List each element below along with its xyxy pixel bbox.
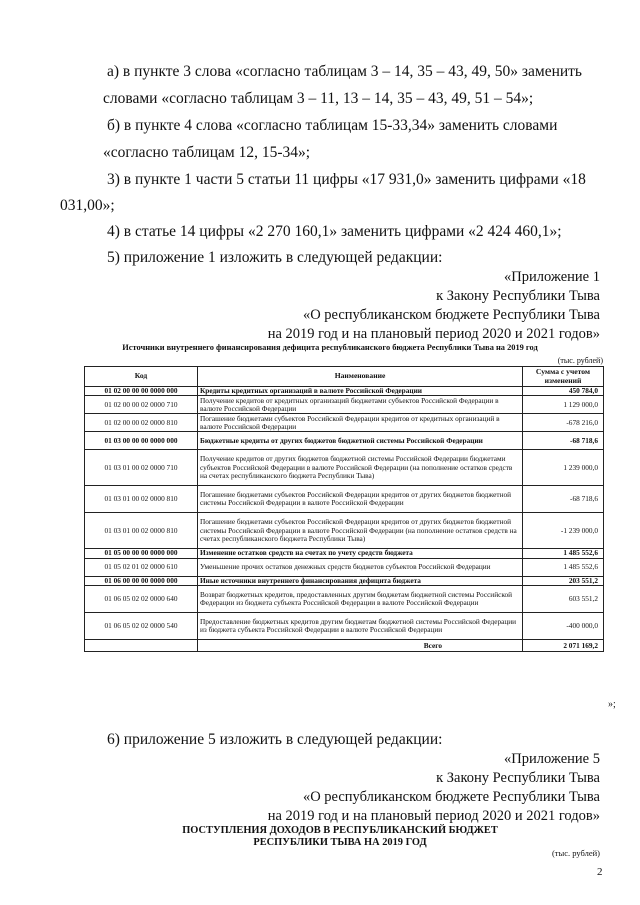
row-code: 01 06 00 00 00 0000 000 bbox=[85, 576, 198, 585]
row-name: Возврат бюджетных кредитов, предоставленных другим бюджетам бюджетной системы Российской Федерации из бюджета субъекта Российской Федерации в валюте Российской Федерации bbox=[198, 586, 523, 613]
row-amount: 603 551,2 bbox=[523, 586, 604, 613]
table-closing-quote: »; bbox=[608, 699, 616, 710]
table-row bbox=[85, 558, 604, 576]
row-code: 01 03 01 00 02 0000 710 bbox=[85, 450, 198, 486]
table-unit: (тыс. рублей) bbox=[557, 356, 603, 365]
table-row bbox=[85, 396, 604, 414]
row-code: 01 03 01 00 02 0000 810 bbox=[85, 513, 198, 549]
row-name: Погашение бюджетами субъектов Российской Федерации кредитов от кредитных организаций в валюте Российской Федерации bbox=[198, 414, 523, 432]
row-code: 01 02 00 00 02 0000 710 bbox=[85, 396, 198, 414]
row-code: 01 05 02 01 02 0000 610 bbox=[85, 558, 198, 576]
appendix1-line3: «О республиканском бюджете Республики Тыва bbox=[302, 307, 600, 323]
row-amount: -68 718,6 bbox=[523, 432, 604, 450]
row-name: Предоставление бюджетных кредитов другим бюджетам бюджетной системы Российской Федерации из бюджета субъекта Российской Федерации в валюте Российской Федерации bbox=[198, 613, 523, 640]
row-amount: 450 784,0 bbox=[523, 387, 604, 396]
row-code: 01 06 05 02 02 0000 540 bbox=[85, 613, 198, 640]
paragraph-4: 4) в статье 14 цифры «2 270 160,1» заменить цифрами «2 424 460,1»; bbox=[107, 223, 562, 240]
table-row bbox=[85, 432, 604, 450]
paragraph-3: 3) в пункте 1 части 5 статьи 11 цифры «17 931,0» заменить цифрами «18 bbox=[107, 171, 586, 188]
row-name: Иные источники внутреннего финансирования дефицита бюджета bbox=[198, 576, 523, 585]
row-code: 01 02 00 00 00 0000 000 bbox=[85, 387, 198, 396]
paragraph-6: 6) приложение 5 изложить в следующей редакции: bbox=[107, 731, 443, 748]
row-name: Бюджетные кредиты от других бюджетов бюджетной системы Российской Федерации bbox=[198, 432, 523, 450]
paragraph-a: а) в пункте 3 слова «согласно таблицам 3 – 14, 35 – 43, 49, 50» заменить bbox=[107, 63, 583, 80]
header-code: Код bbox=[85, 367, 198, 387]
revenue-heading-line2: РЕСПУБЛИКИ ТЫВА НА 2019 ГОД bbox=[253, 837, 427, 848]
row-amount: -1 239 000,0 bbox=[523, 513, 604, 549]
row-name: Погашение бюджетами субъектов Российской Федерации кредитов от других бюджетов бюджетной системы Российской Федерации в валюте Российской Федерации bbox=[198, 486, 523, 513]
table-row bbox=[85, 414, 604, 432]
appendix1-line4: на 2019 год и на плановый период 2020 и 2021 годов» bbox=[267, 326, 600, 342]
row-name: Уменьшение прочих остатков денежных средств бюджетов субъектов Российской Федерации bbox=[198, 558, 523, 576]
row-code: 01 02 00 00 02 0000 810 bbox=[85, 414, 198, 432]
table-row bbox=[85, 387, 604, 396]
paragraph-a-cont: словами «согласно таблицам 3 – 11, 13 – 14, 35 – 43, 49, 51 – 54»; bbox=[103, 90, 534, 107]
paragraph-b-cont: «согласно таблицам 12, 15-34»; bbox=[103, 144, 311, 161]
row-amount: -68 718,6 bbox=[523, 486, 604, 513]
row-amount: -400 000,0 bbox=[523, 613, 604, 640]
header-name: Наименование bbox=[198, 367, 523, 387]
table-row bbox=[85, 513, 604, 549]
row-code: 01 05 00 00 00 0000 000 bbox=[85, 549, 198, 558]
financing-sources-table bbox=[84, 366, 604, 652]
row-code: 01 06 05 02 02 0000 640 bbox=[85, 586, 198, 613]
page-number: 2 bbox=[597, 866, 603, 878]
paragraph-b: б) в пункте 4 слова «согласно таблицам 15-33,34» заменить словами bbox=[107, 117, 558, 134]
appendix5-line4: на 2019 год и на плановый период 2020 и 2021 годов» bbox=[267, 808, 600, 824]
revenue-heading-line1: ПОСТУПЛЕНИЯ ДОХОДОВ В РЕСПУБЛИКАНСКИЙ БЮДЖЕТ bbox=[182, 825, 498, 836]
total-code-cell bbox=[85, 640, 198, 652]
revenue-unit: (тыс. рублей) bbox=[551, 848, 600, 858]
appendix5-line1: «Приложение 5 bbox=[504, 751, 600, 767]
table-row bbox=[85, 450, 604, 486]
paragraph-3-cont: 031,00»; bbox=[60, 197, 115, 214]
row-amount: 1 239 000,0 bbox=[523, 450, 604, 486]
table-total-row bbox=[85, 640, 604, 652]
row-code: 01 03 00 00 00 0000 000 bbox=[85, 432, 198, 450]
table-title: Источники внутреннего финансирования дефицита республиканского бюджета Республики Тыва на 2019 год bbox=[122, 343, 538, 352]
row-name: Кредиты кредитных организаций в валюте Российской Федерации bbox=[198, 387, 523, 396]
header-amount: Сумма с учетом изменений bbox=[523, 367, 604, 387]
table-row bbox=[85, 576, 604, 585]
row-code: 01 03 01 00 02 0000 810 bbox=[85, 486, 198, 513]
appendix5-line2: к Закону Республики Тыва bbox=[436, 770, 600, 786]
total-label: Всего bbox=[198, 640, 523, 652]
total-amount: 2 071 169,2 bbox=[523, 640, 604, 652]
appendix1-line1: «Приложение 1 bbox=[504, 269, 600, 285]
row-amount: 1 485 552,6 bbox=[523, 558, 604, 576]
row-amount: -678 216,0 bbox=[523, 414, 604, 432]
table-row bbox=[85, 486, 604, 513]
row-amount: 1 129 000,0 bbox=[523, 396, 604, 414]
row-name: Изменение остатков средств на счетах по учету средств бюджета bbox=[198, 549, 523, 558]
appendix5-line3: «О республиканском бюджете Республики Тыва bbox=[302, 789, 600, 805]
row-name: Погашение бюджетами субъектов Российской Федерации кредитов от других бюджетов бюджетной системы Российской Федерации в валюте Российской Федерации (на пополнение остатков средств на счетах республиканского бюджета Республики Тыва) bbox=[198, 513, 523, 549]
table-row bbox=[85, 549, 604, 558]
row-amount: 203 551,2 bbox=[523, 576, 604, 585]
table-row bbox=[85, 586, 604, 613]
row-amount: 1 485 552,6 bbox=[523, 549, 604, 558]
appendix1-line2: к Закону Республики Тыва bbox=[436, 288, 600, 304]
row-name: Получение кредитов от кредитных организаций бюджетами субъектов Российской Федерации в валюте Российской Федерации bbox=[198, 396, 523, 414]
table-row bbox=[85, 613, 604, 640]
revenue-heading bbox=[150, 825, 530, 849]
row-name: Получение кредитов от других бюджетов бюджетной системы Российской Федерации бюджетами субъектов Российской Федерации в валюте Российской Федерации (на пополнение остатков средств на счетах республиканского бюджета Республики Тыва) bbox=[198, 450, 523, 486]
paragraph-5: 5) приложение 1 изложить в следующей редакции: bbox=[107, 249, 443, 266]
